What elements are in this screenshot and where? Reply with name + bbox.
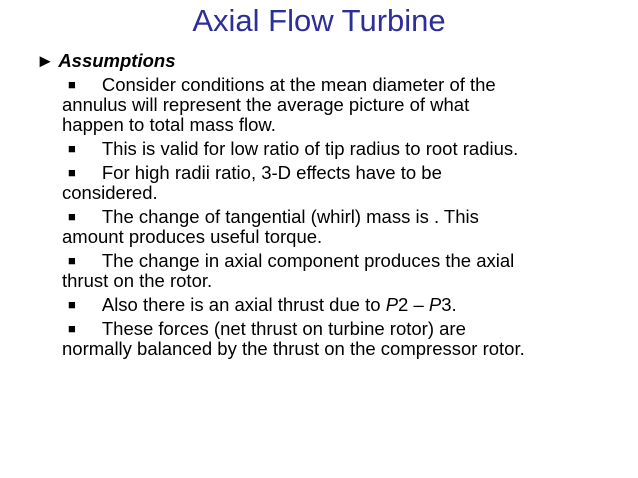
item-text-line: Consider conditions at the mean diameter of the (101, 74, 496, 95)
pressure-p3-index: 3. (441, 294, 457, 315)
square-bullet-icon: ■ (68, 165, 76, 180)
item-text-line: happen to total mass flow. (62, 114, 276, 135)
item-text-line: amount produces useful torque. (62, 226, 323, 247)
dash: – (408, 294, 429, 315)
assumptions-list (62, 75, 622, 363)
assumptions-heading (36, 50, 176, 72)
square-bullet-icon: ■ (68, 209, 76, 224)
slide-title: Axial Flow Turbine (192, 3, 446, 38)
list-item (62, 139, 622, 159)
list-item (62, 163, 622, 203)
item-text-line: annulus will represent the average picture of what (62, 94, 470, 115)
square-bullet-icon: ■ (68, 141, 76, 156)
arrow-bullet-icon: ► (36, 50, 55, 71)
item-text-line: The change of tangential (whirl) mass is . This (101, 206, 479, 227)
list-item (62, 319, 622, 359)
item-text-line: For high radii ratio, 3-D effects have to be (101, 162, 442, 183)
item-text-line: This is valid for low ratio of tip radius to root radius. (101, 138, 519, 159)
pressure-p2-symbol: P (385, 294, 399, 315)
square-bullet-icon: ■ (68, 77, 76, 92)
list-item (62, 251, 622, 291)
item-text-line: considered. (62, 182, 158, 203)
square-bullet-icon: ■ (68, 253, 76, 268)
item-text-line: normally balanced by the thrust on the compressor rotor. (62, 338, 525, 359)
list-item (62, 75, 622, 135)
heading-label: Assumptions (58, 50, 176, 71)
item-text-line: The change in axial component produces the axial (101, 250, 515, 271)
item-text-line: thrust on the rotor. (62, 270, 213, 291)
list-item (62, 295, 622, 315)
item-text-line: These forces (net thrust on turbine rotor) are (101, 318, 466, 339)
item-text-line: Also there is an axial thrust due to (101, 294, 386, 315)
pressure-p3-symbol: P (428, 294, 442, 315)
pressure-p2-index: 2 (398, 294, 409, 315)
square-bullet-icon: ■ (68, 297, 76, 312)
square-bullet-icon: ■ (68, 321, 76, 336)
list-item (62, 207, 622, 247)
